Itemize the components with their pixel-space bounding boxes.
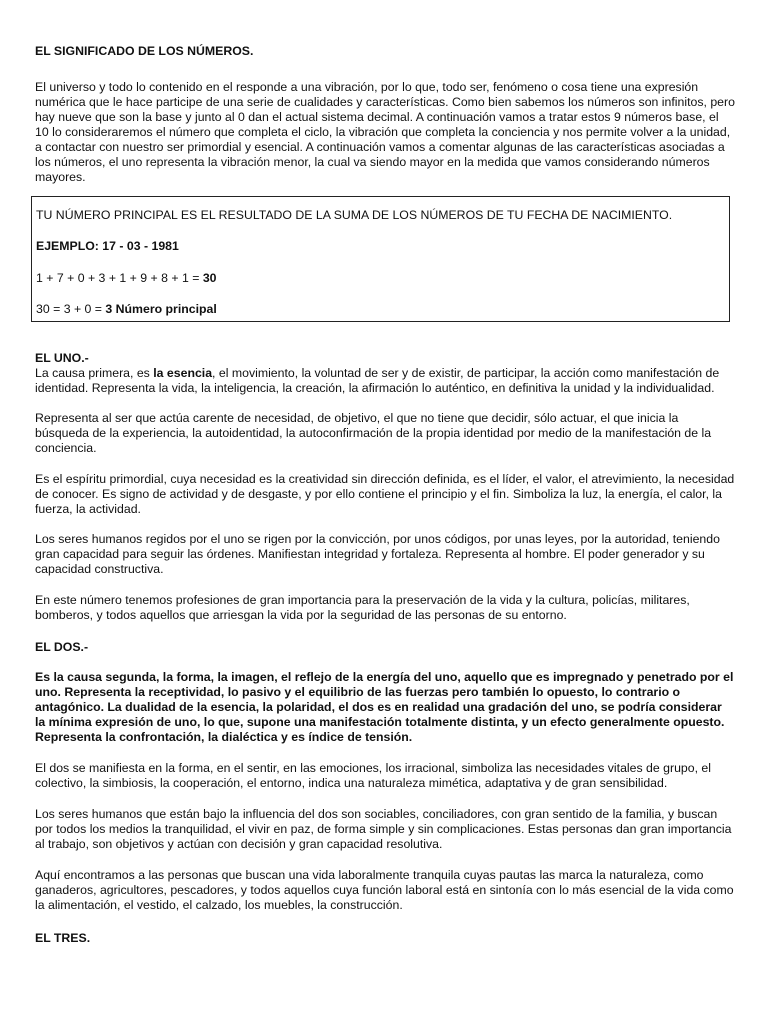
section-heading-uno: EL UNO.-	[35, 351, 89, 365]
dos-paragraph-4: Aquí encontramos a las personas que buscan una vida laboralmente tranquila cuyas pautas las marca la naturaleza, como ganaderos, agricultores, pescadores, y todos aquellos cuya función laboral está en sintonía con lo más esencial de la vida como la alimentación, el vestido, el calzado, los muebles, la construcción.	[35, 868, 734, 912]
uno-p1-post: , el movimiento, la voluntad de ser y de existir, de participar, la acción como manifestación de identidad. Representa la vida, la inteligencia, la creación, la afirmación lo auténtico, en definitiva la unidad y la individualidad.	[35, 366, 720, 395]
uno-p1-pre: La causa primera, es	[35, 366, 154, 380]
uno-paragraph-2: Es el espíritu primordial, cuya necesidad es la creatividad sin dirección definida, es el líder, el valor, el atrevimiento, la necesidad de conocer. Es signo de actividad y de desgaste, y por ello contiene el principio y el fin. Simboliza la luz, la energía, el calor, la fuerza, la actividad.	[35, 472, 735, 516]
uno-paragraph-3: Los seres humanos regidos por el uno se rigen por la convicción, por unos códigos, por unas leyes, por la autoridad, teniendo gran capacidad para seguir las órdenes. Manifiestan integridad y fortaleza. Representa al hombre. El poder generador y su capacidad constructiva.	[35, 532, 720, 576]
birth-number-box	[31, 196, 730, 322]
dos-paragraph-1: Es la causa segunda, la forma, la imagen, el reflejo de la energía del uno, aquello que es impregnado y penetrado por el uno. Representa la receptividad, lo pasivo y el equilibrio de las fuerzas pero también lo opuesto, lo contrario o antagónico. La dualidad de la esencia, la polaridad, el dos es en realidad una gradación del uno, se podría considerar la mínima expresión de uno, lo que, supone una manifestación totalmente distinta, y un efecto generalmente opuesto. Representa la confrontación, la dialéctica y es índice de tensión.	[35, 670, 734, 744]
dos-paragraph-3: Los seres humanos que están bajo la influencia del dos son sociables, conciliadores, con gran sentido de la familia, y buscan por todos los medios la tranquilidad, el vivir en paz, de forma simple y sin complicaciones. Estas personas dan gran importancia al trabajo, son objetivos y actúan con decisión y gran capacidad resolutiva.	[35, 807, 732, 851]
box-example: EJEMPLO: 17 - 03 - 1981	[36, 239, 179, 253]
intro-paragraph: El universo y todo lo contenido en el responde a una vibración, por lo que, todo ser, fenómeno o cosa tiene una expresión numérica que le hace participe de una serie de cualidades y características. Como bien sabemos los números son infinitos, pero hay nueve que son la base y junto al 0 dan el actual sistema decimal. A continuación vamos a tratar estos 9 números base, el 10 lo consideraremos el número que completa el ciclo, la vibración que completa la conciencia y nos permite volver a la unidad, a contactar con nuestro ser primordial y esencial. A continuación vamos a comentar algunas de las características asociadas a los números, el uno representa la vibración menor, la cual va siendo mayor en la medida que vamos considerando números mayores.	[35, 80, 735, 184]
box-sum-text: 1 + 7 + 0 + 3 + 1 + 9 + 8 + 1 =	[36, 271, 203, 285]
section-heading-tres: EL TRES.	[35, 931, 91, 945]
uno-paragraph-4: En este número tenemos profesiones de gran importancia para la preservación de la vida y la cultura, policías, militares, bomberos, y todos aquellos que arriesgan la vida por la seguridad de las personas de su entorno.	[35, 593, 690, 622]
section-heading-dos: EL DOS.-	[35, 640, 89, 654]
box-reduce-text: 30 = 3 + 0 =	[36, 302, 106, 316]
box-sum-result: 30	[202, 271, 217, 285]
box-instruction: TU NÚMERO PRINCIPAL ES EL RESULTADO DE LA SUMA DE LOS NÚMEROS DE TU FECHA DE NACIMIENTO.	[36, 208, 673, 222]
box-reduce-result: 3 Número principal	[105, 302, 217, 316]
box-reduce-line	[36, 302, 217, 317]
uno-p1-bold: la esencia	[153, 366, 213, 380]
uno-paragraph-1b: Representa al ser que actúa carente de necesidad, de objetivo, el que no tiene que decidir, sólo actuar, el que inicia la búsqueda de la experiencia, la autoidentidad, la autoconfirmación de la propia identidad por medio de la manifestación de la conciencia.	[35, 411, 712, 455]
page-title: EL SIGNIFICADO DE LOS NÚMEROS.	[35, 44, 254, 58]
box-sum-line	[36, 271, 217, 286]
dos-paragraph-2: El dos se manifiesta en la forma, en el sentir, en las emociones, los irracional, simboliza las necesidades vitales de grupo, el colectivo, la simbiosis, la cooperación, el entorno, indica una naturaleza mimética, adaptativa y de gran sensibilidad.	[35, 761, 711, 790]
uno-paragraph-1	[35, 366, 735, 396]
